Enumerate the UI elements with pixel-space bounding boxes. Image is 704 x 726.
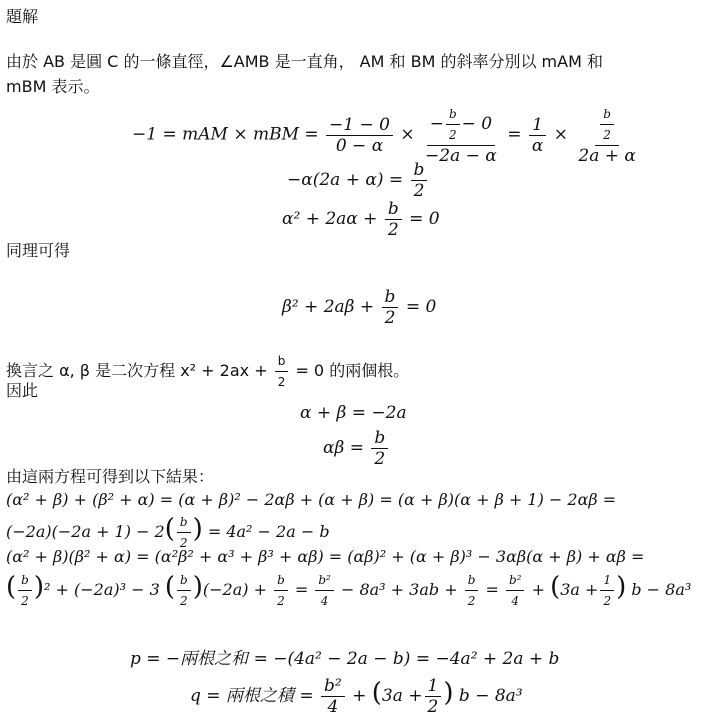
result-product-line-2: ( $\frac{b}{2}$ )² + (−2a)³ − 3 ( $\frac{b}{2}$ )(−2a) + $\frac{b}{2}$ = $\frac{\text{b²}}{4}$ − 8a³ + 3ab + $\frac{b}{2}$ = $\frac{\text{b²}}{4}$ + (3a + $\frac{1}{2}$ ) b − 8a³ xyxy=(6,572,692,608)
result-sum-line-2: (−2a)(−2a + 1) − 2( $\frac{b}{2}$ ) = 4a² − 2a − b xyxy=(6,514,330,550)
equation-beta: β² + 2aβ + $\frac{b}{2}$ = 0 xyxy=(282,287,437,328)
equation-sum: α + β = −2a xyxy=(300,403,407,423)
result-product-line-1: (α² + β)(β² + α) = (α²β² + α³ + β³ + αβ) = (αβ)² + (α + β)³ − 3αβ(α + β) + αβ = xyxy=(6,547,645,566)
heading: 題解 xyxy=(6,7,39,26)
equation-slope-product: −1 = mAM × mBM = $\frac{-1 - 0}{0 - \alpha}$ × − $\frac{b}{2}$ − 0 −2a − α = $\frac{1}{\alpha}$ × $\frac{\frac{b}{2}}{2a + \alpha}$ xyxy=(132,104,641,166)
q-equation: q = 兩根之積 = $\frac{\text{b²}}{4}$ + (3a + $\frac{1}{2}$ ) b − 8a³ xyxy=(190,676,523,717)
intro-line-1: 由於 AB 是圓 C 的一條直徑，∠AMB 是一直角， AM 和 BM 的斜率分別以 mAM 和 xyxy=(6,52,603,71)
intro-line-2: mBM 表示。 xyxy=(6,77,100,96)
equation-alpha: α² + 2aα + $\frac{b}{2}$ = 0 xyxy=(282,199,440,240)
p-equation: p = −兩根之和 = −(4a² − 2a − b) = −4a² + 2a + b xyxy=(130,649,560,669)
result-sum-line-1: (α² + β) + (β² + α) = (α + β)² − 2αβ + (α + β) = (α + β)(α + β + 1) − 2αβ = xyxy=(6,490,617,509)
roots-statement: 換言之 α, β 是二次方程 x² + 2ax + $\frac{b}{2}$ = 0 的兩個根。 xyxy=(6,351,409,392)
equation-product: αβ = $\frac{b}{2}$ xyxy=(323,428,390,469)
equation-2: −α(2a + α) = $\frac{b}{2}$ xyxy=(287,160,429,201)
same-note: 同理可得 xyxy=(6,241,71,260)
therefore: 因此 xyxy=(6,381,39,400)
result-intro: 由這兩方程可得到以下結果： xyxy=(6,467,215,486)
